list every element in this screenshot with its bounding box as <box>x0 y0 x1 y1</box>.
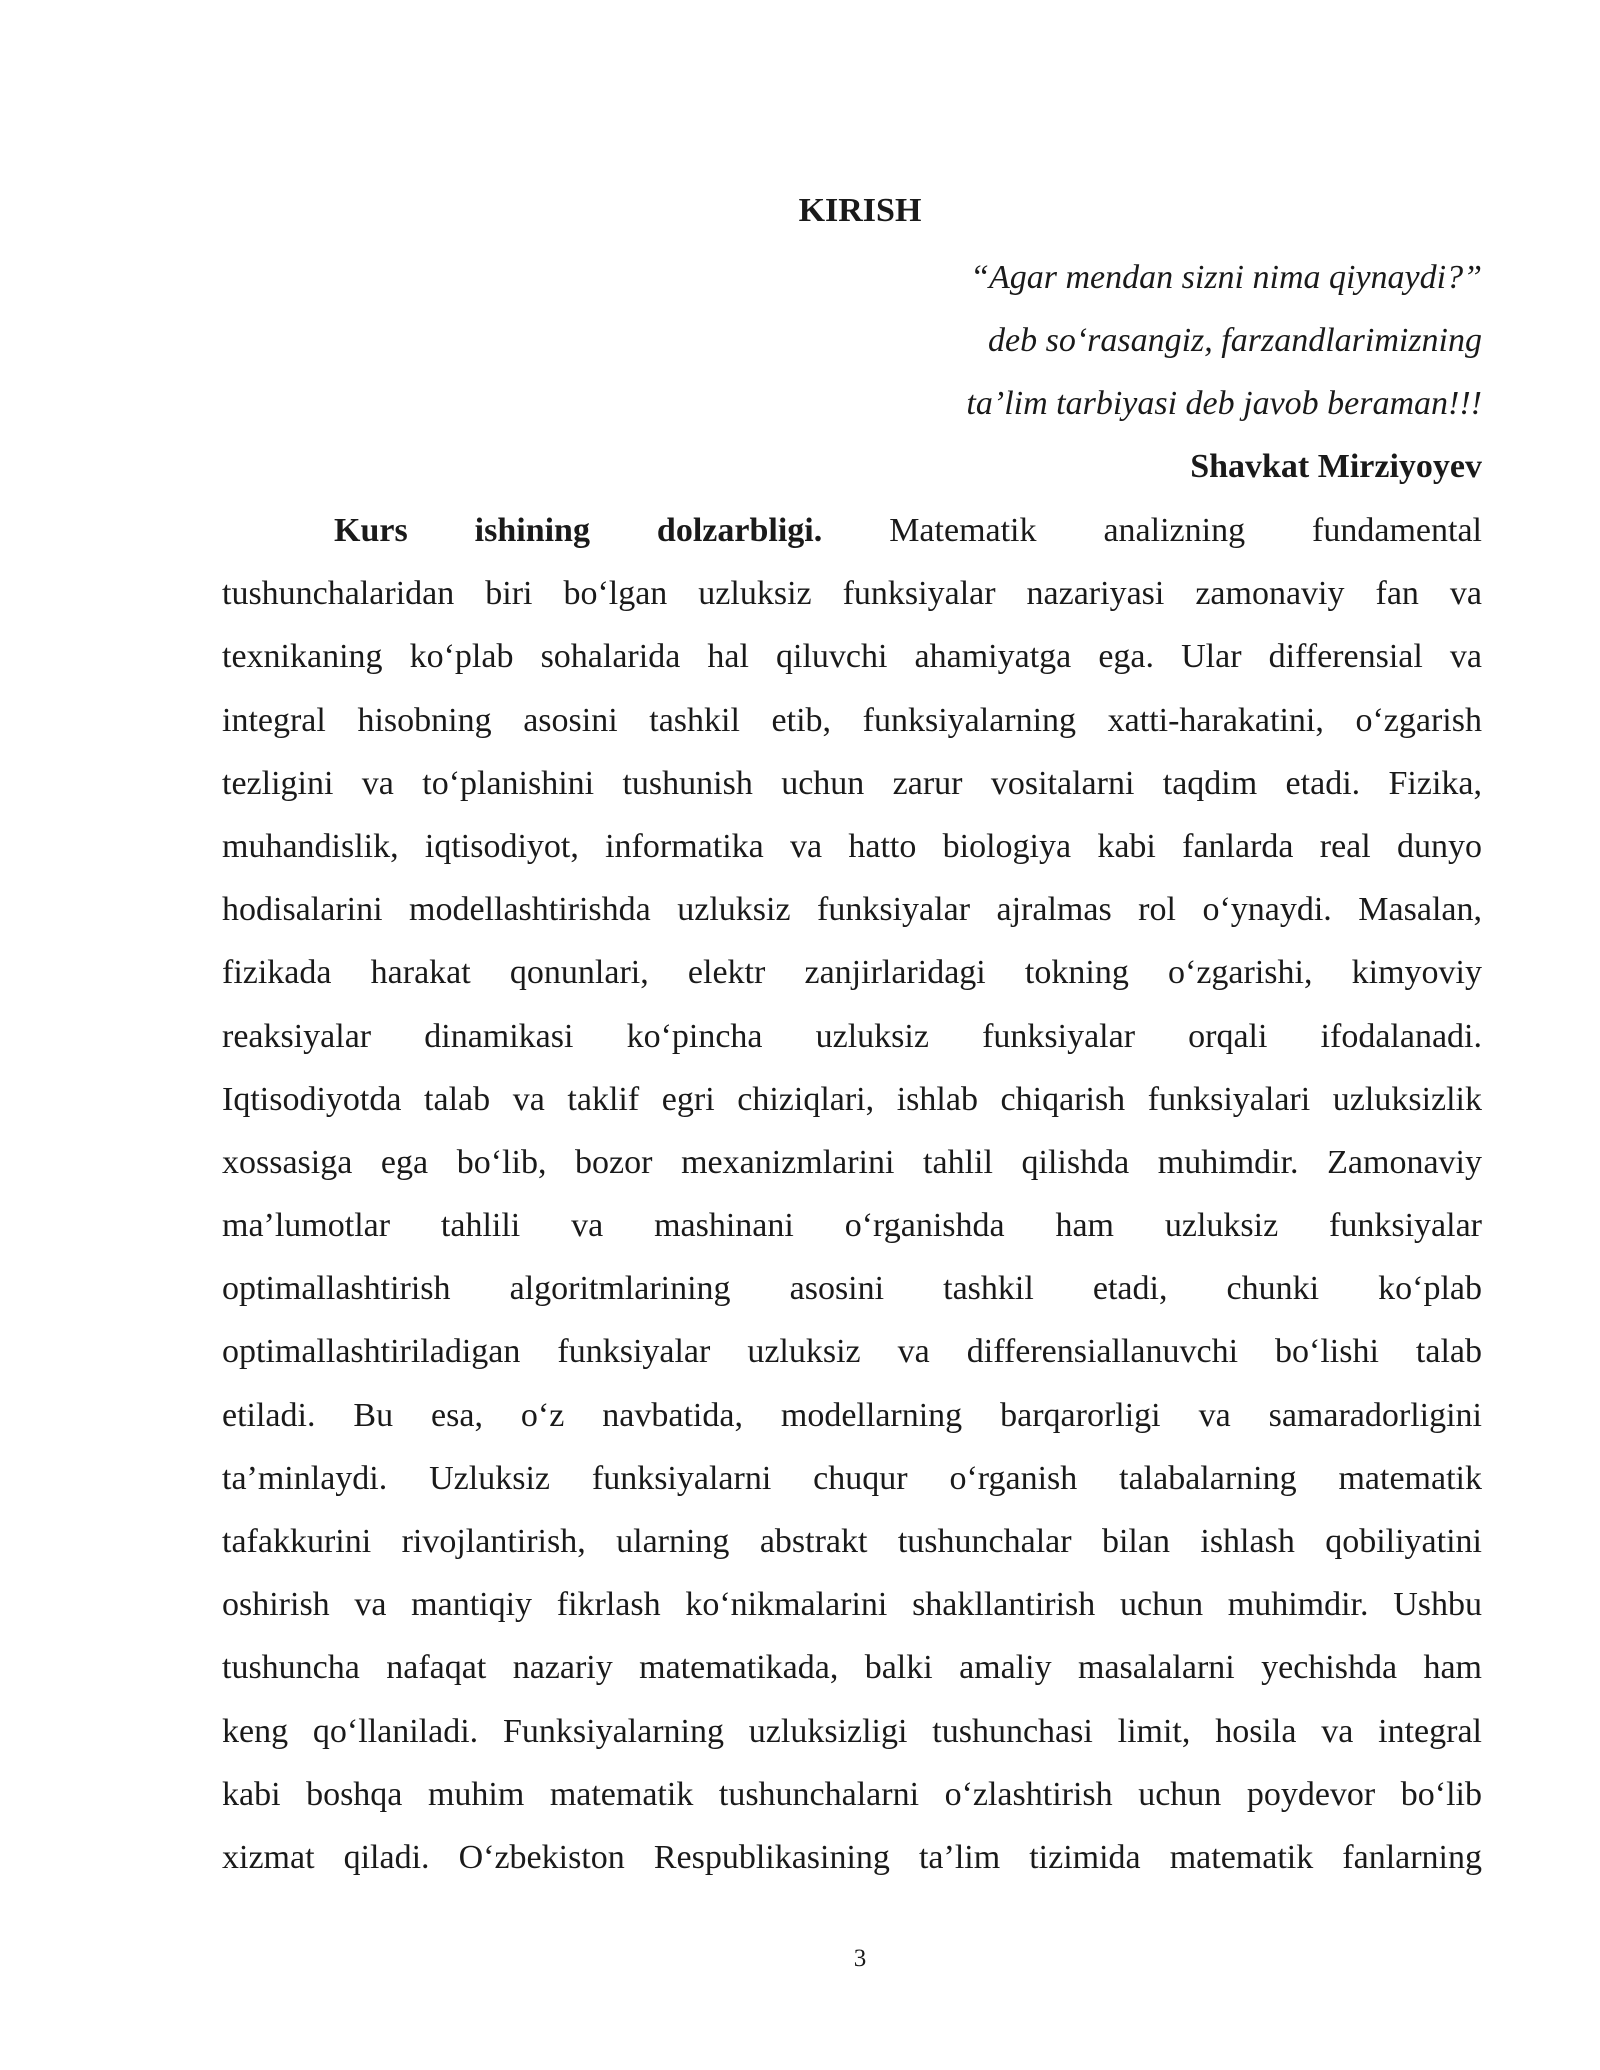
epigraph-line: deb so‘rasangiz, farzandlarimizning <box>988 322 1482 359</box>
paragraph-line: reaksiyalar dinamikasi ko‘pincha uzluksiz funksiyalar orqali ifodalanadi. <box>222 1017 1482 1055</box>
page-number: 3 <box>853 1945 867 1972</box>
paragraph-line: etiladi. Bu esa, o‘z navbatida, modellarning barqarorligi va samaradorligini <box>222 1396 1482 1434</box>
epigraph-author: Shavkat Mirziyoyev <box>1190 448 1482 485</box>
paragraph-line: ta’minlaydi. Uzluksiz funksiyalarni chuqur o‘rganish talabalarning matematik <box>222 1459 1482 1497</box>
paragraph-line: muhandislik, iqtisodiyot, informatika va hatto biologiya kabi fanlarda real dunyo <box>222 827 1482 865</box>
paragraph-line: oshirish va mantiqiy fikrlash ko‘nikmalarini shakllantirish uchun muhimdir. Ushbu <box>222 1586 1482 1624</box>
paragraph-line: tushunchalaridan biri bo‘lgan uzluksiz funksiyalar nazariyasi zamonaviy fan va <box>222 575 1482 613</box>
paragraph-line: tezligini va to‘planishini tushunish uchun zarur vositalarni taqdim etadi. Fizika, <box>222 764 1482 802</box>
epigraph-line: ta’lim tarbiyasi deb javob beraman!!! <box>966 385 1482 422</box>
paragraph-line-text: Matematik analizning fundamental <box>889 512 1482 549</box>
paragraph-line: Iqtisodiyotda talab va taklif egri chiziqlari, ishlab chiqarish funksiyalari uzluksizlik <box>222 1080 1482 1118</box>
paragraph-line: tushuncha nafaqat nazariy matematikada, balki amaliy masalalarni yechishda ham <box>222 1649 1482 1687</box>
paragraph-line: kabi boshqa muhim matematik tushunchalarni o‘zlashtirish uchun poydevor bo‘lib <box>222 1775 1482 1813</box>
paragraph-line: integral hisobning asosini tashkil etib, funksiyalarning xatti-harakatini, o‘zgarish <box>222 701 1482 739</box>
section-heading: KIRISH <box>798 192 922 229</box>
paragraph-line <box>222 499 1482 562</box>
paragraph-line: tafakkurini rivojlantirish, ularning abstrakt tushunchalar bilan ishlash qobiliyatini <box>222 1523 1482 1560</box>
paragraph-line: texnikaning ko‘plab sohalarida hal qiluvchi ahamiyatga ega. Ular differensial va <box>222 638 1482 676</box>
paragraph-line: optimallashtiriladigan funksiyalar uzluksiz va differensiallanuvchi bo‘lishi talab <box>222 1333 1482 1371</box>
paragraph-line: optimallashtirish algoritmlarining asosini tashkil etadi, chunki ko‘plab <box>222 1270 1482 1308</box>
paragraph-lead: Kurs ishining dolzarbligi. <box>334 512 823 549</box>
paragraph-line: hodisalarini modellashtirishda uzluksiz funksiyalar ajralmas rol o‘ynaydi. Masalan, <box>222 891 1482 929</box>
paragraph-line: xizmat qiladi. O‘zbekiston Respublikasining ta’lim tizimida matematik fanlarning <box>222 1838 1482 1876</box>
body-paragraph <box>222 499 1482 1889</box>
paragraph-line: ma’lumotlar tahlili va mashinani o‘rganishda ham uzluksiz funksiyalar <box>222 1207 1482 1245</box>
paragraph-line: xossasiga ega bo‘lib, bozor mexanizmlarini tahlil qilishda muhimdir. Zamonaviy <box>222 1143 1482 1181</box>
paragraph-line: fizikada harakat qonunlari, elektr zanjirlaridagi tokning o‘zgarishi, kimyoviy <box>222 954 1482 992</box>
epigraph <box>582 246 1482 498</box>
epigraph-line: “Agar mendan sizni nima qiynaydi?” <box>970 259 1482 296</box>
paragraph-line: keng qo‘llaniladi. Funksiyalarning uzluksizligi tushunchasi limit, hosila va integral <box>222 1712 1482 1750</box>
